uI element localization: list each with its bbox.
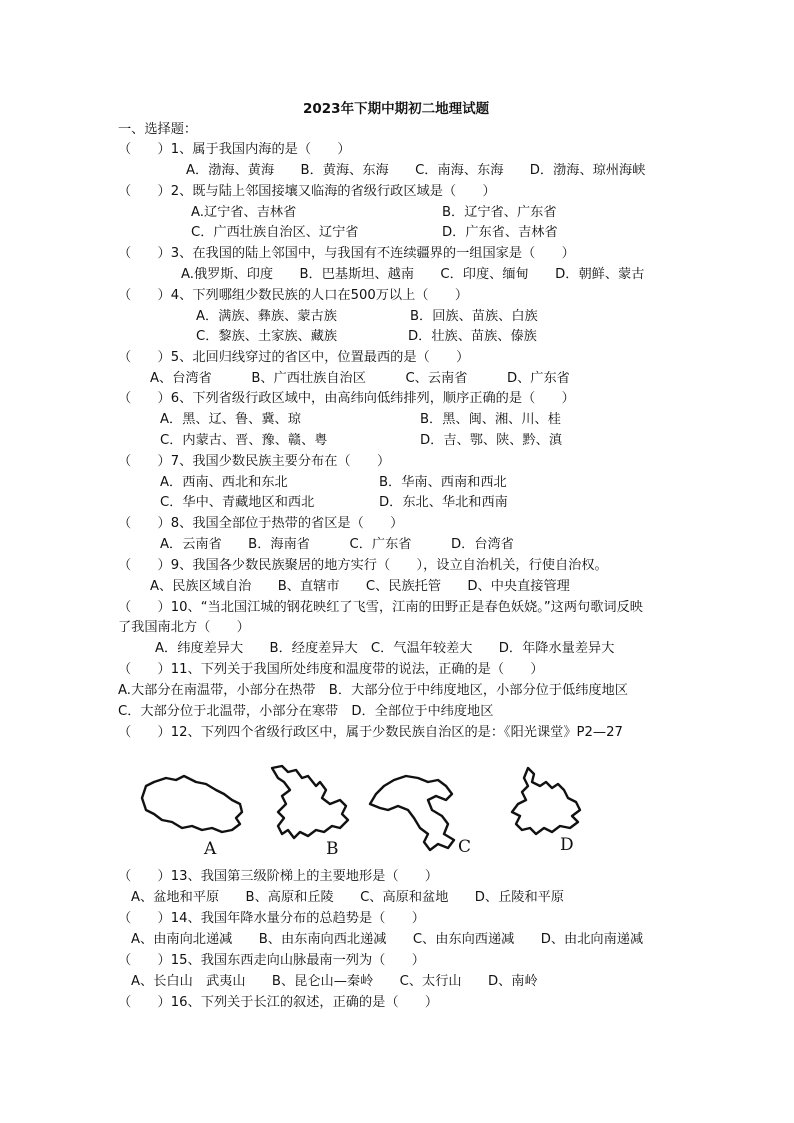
map-c-outline	[370, 776, 454, 850]
question-4: （ ）4、下列哪组少数民族的人口在500万以上（ ）	[118, 288, 469, 303]
question-8-options: A．云南省 B．海南省 C．广东省 D．台湾省	[160, 537, 514, 552]
map-d-outline	[512, 768, 580, 834]
map-label-c: C	[458, 837, 472, 857]
question-6-option-b: B．黑、闽、湘、川、桂	[420, 412, 561, 427]
question-15-options: A、长白山 武夷山 B、昆仑山—秦岭 C、太行山 D、南岭	[131, 974, 538, 989]
question-7-option-b: B．华南、西南和西北	[379, 475, 507, 490]
question-6-option-c: C．内蒙古、晋、豫、赣、粤	[160, 433, 328, 448]
map-a-outline	[142, 776, 242, 832]
question-12: （ ）12、下列四个省级行政区中，属于少数民族自治区的是：《阳光课堂》P2—27	[118, 725, 623, 740]
question-10-continued: 了我国南北方（ ）	[118, 620, 250, 635]
question-5-options: A、台湾省 B、广西壮族自治区 C、云南省 D、广东省	[150, 371, 570, 386]
question-16: （ ）16、下列关于长江的叙述，正确的是（ ）	[118, 995, 439, 1010]
map-b-outline	[272, 766, 348, 838]
question-5: （ ）5、北回归线穿过的省区中，位置最西的是（ ）	[118, 350, 470, 365]
question-10-options: A．纬度差异大 B．经度差异大 C．气温年较差大 D．年降水量差异大	[155, 641, 615, 656]
question-13-options: A、盆地和平原 B、高原和丘陵 C、高原和盆地 D、丘陵和平原	[131, 890, 565, 905]
map-label-b: B	[326, 839, 339, 859]
page-title: 2023年下期中期初二地理试题	[303, 101, 490, 117]
map-label-a: A	[204, 839, 217, 859]
question-1-options: A．渤海、黄海 B．黄海、东海 C．南海、东海 D．渤海、琼州海峡	[186, 163, 646, 178]
question-6: （ ）6、下列省级行政区域中，由高纬向低纬排列，顺序正确的是（ ）	[118, 391, 575, 406]
question-3: （ ）3、在我国的陆上邻国中，与我国有不连续疆界的一组国家是（ ）	[118, 246, 575, 261]
question-13: （ ）13、我国第三级阶梯上的主要地形是（ ）	[118, 869, 439, 884]
question-2-option-a: A.辽宁省、吉林省	[191, 205, 297, 220]
question-3-options: A.俄罗斯、印度 B．巴基斯坦、越南 C．印度、缅甸 D．朝鲜、蒙古	[181, 267, 645, 282]
question-14-options: A、由南向北递减 B、由东南向西北递减 C、由东向西递减 D、由北向南递减	[131, 932, 644, 947]
question-7-option-a: A．西南、西北和东北	[160, 475, 288, 490]
question-10: （ ）10、“当北国江城的钢花映红了飞雪，江南的田野正是春色妖娆。”这两句歌词反映	[118, 600, 643, 615]
question-9-options: A、民族区域自治 B、直辖市 C、民族托管 D、中央直接管理	[150, 579, 570, 594]
question-11-options-cd: C．大部分位于北温带，小部分在寒带 D．全部位于中纬度地区	[118, 704, 494, 719]
question-2-option-c: C．广西壮族自治区、辽宁省	[191, 225, 359, 240]
question-11: （ ）11、下列关于我国所处纬度和温度带的说法，正确的是（ ）	[118, 662, 544, 677]
question-7-option-c: C．华中、青藏地区和西北	[160, 495, 315, 510]
question-1: （ ）1、属于我国内海的是（ ）	[118, 142, 351, 157]
question-6-option-d: D．吉、鄂、陕、黔、滇	[420, 433, 563, 448]
question-7: （ ）7、我国少数民族主要分布在（ ）	[118, 454, 391, 469]
question-9: （ ）9、我国各少数民族聚居的地方实行（ ），设立自治机关，行使自治权。	[118, 558, 608, 573]
question-4-option-c: C．黎族、土家族、藏族	[196, 329, 338, 344]
question-2-option-d: D．广东省、吉林省	[442, 225, 558, 240]
question-4-option-b: B．回族、苗族、白族	[410, 309, 538, 324]
question-2: （ ）2、既与陆上邻国接壤又临海的省级行政区域是（ ）	[118, 184, 496, 199]
question-4-option-a: A．满族、彝族、蒙古族	[196, 309, 337, 324]
question-4-option-d: D．壮族、苗族、傣族	[408, 329, 537, 344]
province-outline-maps	[132, 760, 612, 860]
question-14: （ ）14、我国年降水量分布的总趋势是（ ）	[118, 911, 425, 926]
section-heading: 一、选择题：	[118, 122, 198, 137]
map-label-d: D	[560, 835, 574, 855]
question-11-options-ab: A.大部分在南温带，小部分在热带 B．大部分位于中纬度地区，小部分位于低纬度地区	[118, 683, 628, 698]
question-6-option-a: A．黑、辽、鲁、冀、琼	[160, 412, 301, 427]
question-7-option-d: D．东北、华北和西南	[379, 495, 508, 510]
question-8: （ ）8、我国全部位于热带的省区是（ ）	[118, 516, 404, 531]
question-2-option-b: B．辽宁省、广东省	[442, 205, 557, 220]
question-15: （ ）15、我国东西走向山脉最南一列为（ ）	[118, 953, 425, 968]
